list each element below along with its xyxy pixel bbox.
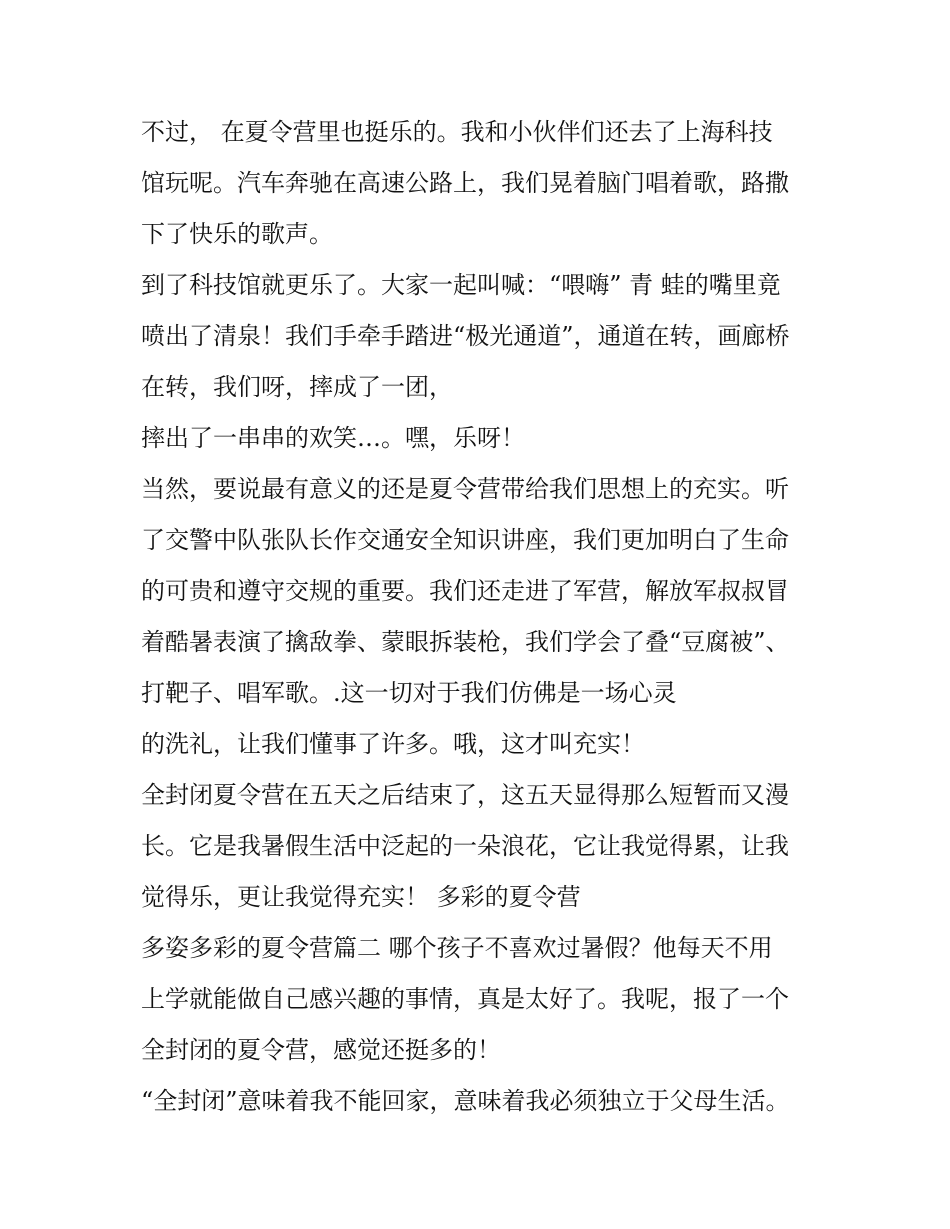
text-line: 着酷暑表演了擒敌拳、蒙眼拆装枪，我们学会了叠“豆腐被”、 (141, 628, 790, 656)
text-line: 多姿多彩的夏令营篇二 哪个孩子不喜欢过暑假？他每天不用 (141, 934, 773, 962)
text-line: 全封闭的夏令营，感觉还挺多的！ (141, 1036, 501, 1064)
text-line: 喷出了清泉！我们手牵手踏进“极光通道”，通道在转，画廊桥 (141, 322, 790, 350)
text-line: 的洗礼，让我们懂事了许多。哦，这才叫充实！ (141, 730, 645, 758)
text-line: 上学就能做自己感兴趣的事情，真是太好了。我呢，报了一个 (141, 985, 789, 1013)
text-line: “全封闭”意味着我不能回家，意味着我必须独立于父母生活。 (141, 1087, 790, 1115)
text-line: 在转，我们呀，摔成了一团， (141, 373, 453, 401)
text-line: 当然，要说最有意义的还是夏令营带给我们思想上的充实。听 (141, 475, 789, 503)
text-line: 下了快乐的歌声。 (141, 220, 333, 248)
text-line: 长。它是我暑假生活中泛起的一朵浪花，它让我觉得累，让我 (141, 832, 789, 860)
text-line: 打靶子、唱军歌。.这一切对于我们仿佛是一场心灵 (141, 679, 677, 707)
text-line: 了交警中队张队长作交通安全知识讲座，我们更加明白了生命 (141, 526, 789, 554)
text-line: 摔出了一串串的欢笑…。嘿，乐呀！ (141, 424, 525, 452)
text-line: 到了科技馆就更乐了。大家一起叫喊：“喂嗨” 青 蛙的嘴里竟 (141, 271, 781, 299)
text-line: 觉得乐，更让我觉得充实！ 多彩的夏令营 (141, 883, 581, 911)
text-line: 的可贵和遵守交规的重要。我们还走进了军营，解放军叔叔冒 (141, 577, 789, 605)
text-line: 全封闭夏令营在五天之后结束了，这五天显得那么短暂而又漫 (141, 781, 789, 809)
document-body (141, 107, 821, 1127)
text-line: 不过， 在夏令营里也挺乐的。我和小伙伴们还去了上海科技 (141, 118, 773, 146)
text-line: 馆玩呢。汽车奔驰在高速公路上，我们晃着脑门唱着歌，路撒 (141, 169, 789, 197)
